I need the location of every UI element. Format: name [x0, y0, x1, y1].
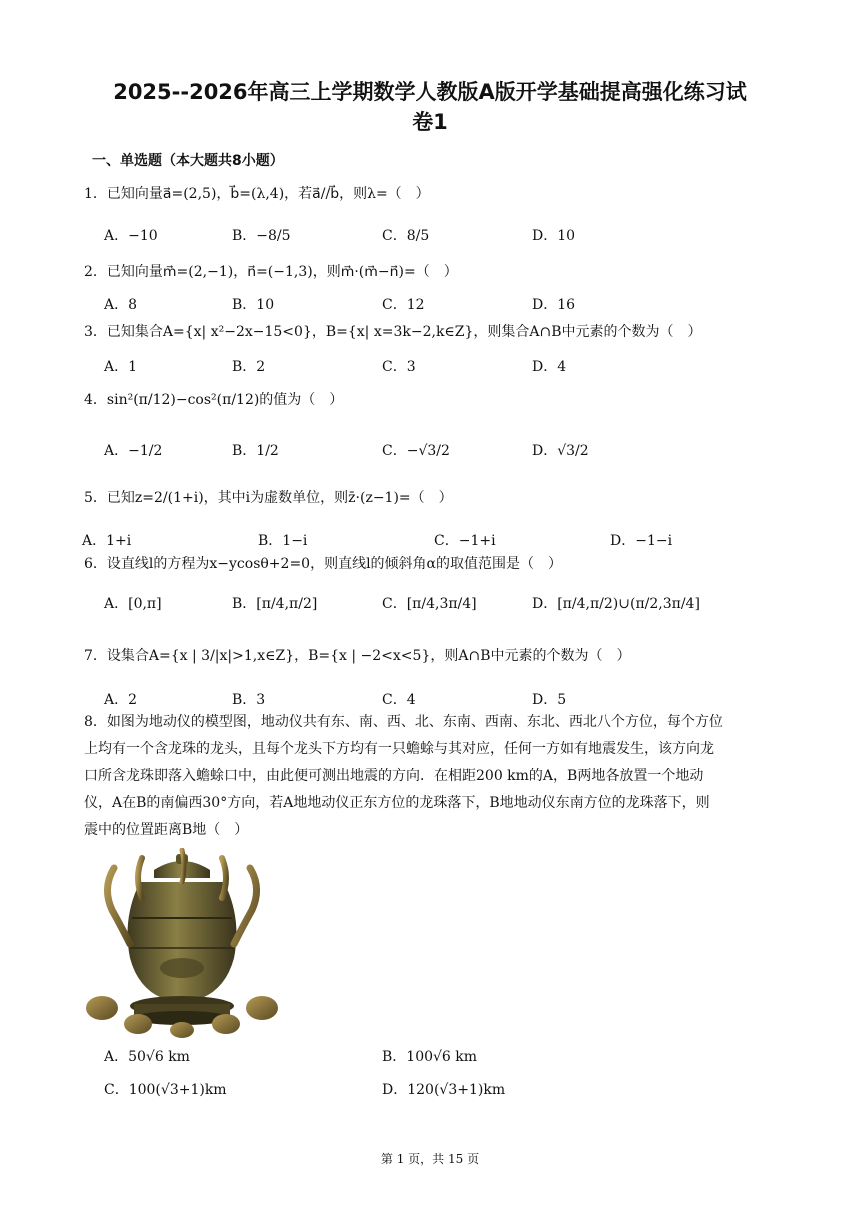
- q8-option-b: B．100√6 km: [382, 1049, 478, 1065]
- q8-option-d: D．120(√3+1)km: [382, 1082, 506, 1098]
- q7-option-d: D．5: [532, 692, 567, 708]
- page-title-cont: 卷1: [412, 110, 448, 134]
- page-footer: 第 1 页，共 15 页: [380, 1152, 480, 1166]
- q3-option-a: A．1: [104, 359, 138, 375]
- q4-option-a: A．−1/2: [104, 443, 163, 459]
- question-1-stem: 1．已知向量a⃗=(2,5)，b⃗=(λ,4)，若a⃗//b⃗，则λ=（ ）: [84, 186, 430, 202]
- question-5-stem: 5．已知z=2/(1+i)，其中i为虚数单位，则z̄·(z−1)=（ ）: [84, 490, 453, 506]
- q4-option-d: D．√3/2: [532, 443, 589, 459]
- question-8-line-2: 上均有一个含龙珠的龙头，且每个龙头下方均有一只蟾蜍与其对应，任何一方如有地震发生，该方向龙: [84, 741, 714, 757]
- q1-option-b: B．−8/5: [232, 228, 291, 244]
- q1-option-d: D．10: [532, 228, 576, 244]
- q5-option-d: D．−1−i: [610, 533, 673, 549]
- q2-option-d: D．16: [532, 297, 576, 313]
- question-8-line-1: 8．如图为地动仪的模型图，地动仪共有东、南、西、北、东南、西南、东北、西北八个方位，每个方位: [84, 714, 723, 730]
- question-7-stem: 7．设集合A={x | 3/|x|>1,x∈Z}，B={x | −2<x<5}，则A∩B中元素的个数为（ ）: [84, 648, 631, 664]
- q3-option-b: B．2: [232, 359, 266, 375]
- q3-option-d: D．4: [532, 359, 567, 375]
- seismograph-illustration: [82, 848, 282, 1040]
- q2-option-c: C．12: [382, 297, 425, 313]
- q7-option-b: B．3: [232, 692, 266, 708]
- q6-option-b: B．[π/4,π/2]: [232, 596, 318, 612]
- section-heading: 一、单选题（本大题共8小题）: [92, 153, 284, 169]
- q8-option-a: A．50√6 km: [104, 1049, 190, 1065]
- q1-option-a: A．−10: [104, 228, 158, 244]
- q1-option-c: C．8/5: [382, 228, 430, 244]
- question-6-stem: 6．设直线l的方程为x−ycosθ+2=0，则直线l的倾斜角α的取值范围是（ ）: [84, 556, 563, 572]
- q5-option-c: C．−1+i: [434, 533, 496, 549]
- q6-option-c: C．[π/4,3π/4]: [382, 596, 477, 612]
- page-title: 2025--2026年高三上学期数学人教版A版开学基础提高强化练习试: [113, 80, 747, 104]
- question-8-line-3: 口所含龙珠即落入蟾蜍口中，由此便可测出地震的方向．在相距200 km的A，B两地各放置一个地动: [84, 768, 704, 784]
- q2-option-b: B．10: [232, 297, 275, 313]
- q2-option-a: A．8: [104, 297, 138, 313]
- q7-option-a: A．2: [104, 692, 138, 708]
- question-4-stem: 4．sin²(π/12)−cos²(π/12)的值为（ ）: [84, 392, 344, 408]
- question-8-line-4: 仪，A在B的南偏西30°方向，若A地地动仪正东方位的龙珠落下，B地地动仪东南方位的龙珠落下，则: [84, 795, 710, 811]
- q4-option-c: C．−√3/2: [382, 443, 450, 459]
- question-8-line-5: 震中的位置距离B地（ ）: [84, 822, 249, 838]
- question-3-stem: 3．已知集合A={x| x²−2x−15<0}，B={x| x=3k−2,k∈Z}，则集合A∩B中元素的个数为（ ）: [84, 324, 702, 340]
- question-2-stem: 2．已知向量m⃗=(2,−1)，n⃗=(−1,3)，则m⃗·(m⃗−n⃗)=（ ）: [84, 264, 458, 280]
- q7-option-c: C．4: [382, 692, 416, 708]
- q5-option-b: B．1−i: [258, 533, 308, 549]
- q8-option-c: C．100(√3+1)km: [104, 1082, 227, 1098]
- q6-option-d: D．[π/4,π/2)∪(π/2,3π/4]: [532, 596, 700, 612]
- q6-option-a: A．[0,π]: [104, 596, 162, 612]
- q5-option-a: A．1+i: [82, 533, 132, 549]
- q3-option-c: C．3: [382, 359, 416, 375]
- q4-option-b: B．1/2: [232, 443, 279, 459]
